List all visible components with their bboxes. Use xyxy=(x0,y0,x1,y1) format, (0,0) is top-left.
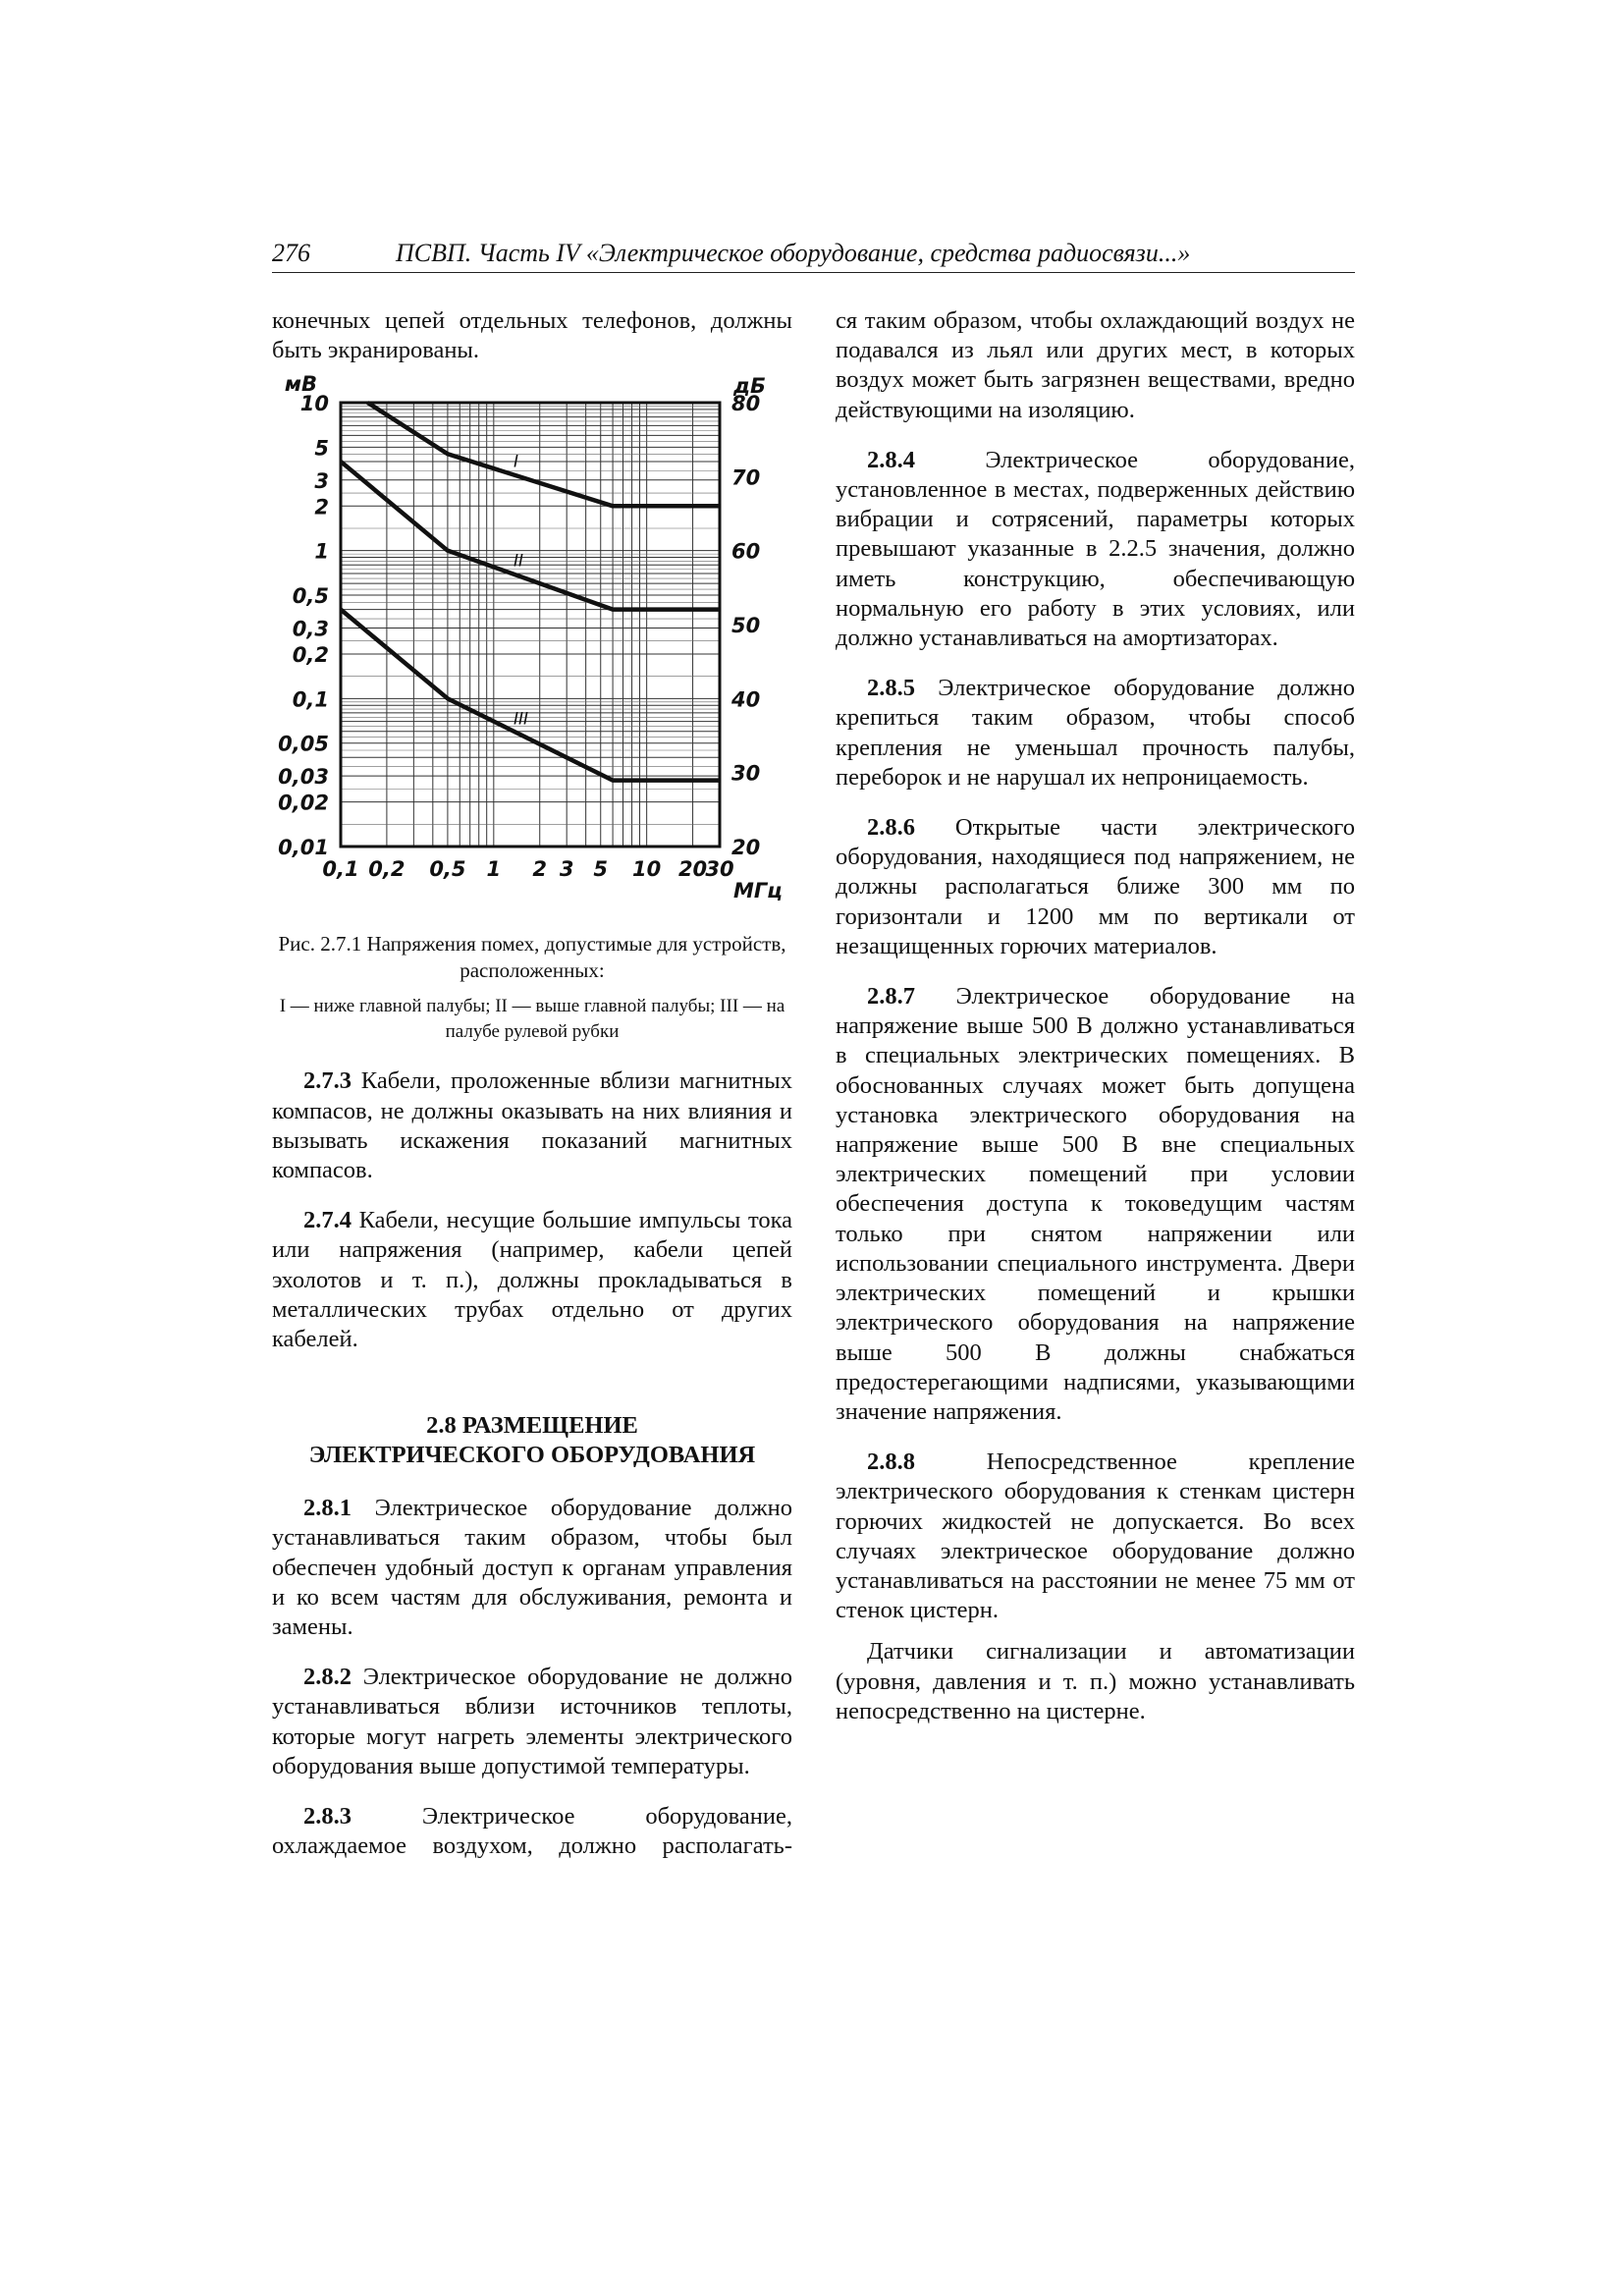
x-tick-label: 3 xyxy=(559,857,574,882)
page-header xyxy=(272,239,1355,273)
y-tick-label: 3 xyxy=(314,469,329,494)
y2-tick-label: 20 xyxy=(731,836,761,860)
left-column xyxy=(272,306,792,1882)
curve-label-II: II xyxy=(514,552,524,573)
y-tick-label: 0,03 xyxy=(278,765,329,790)
y-tick-label: 5 xyxy=(314,436,329,461)
x-tick-label: 5 xyxy=(593,857,609,882)
y2-tick-label: 70 xyxy=(731,465,761,490)
paragraph-2-8-3: 2.8.3 Электрическое оборудование, охлаждаемое воздухом, должно располагать- xyxy=(272,1803,792,1860)
x-tick-label: 0,2 xyxy=(368,857,406,882)
paragraph-2-8-6: 2.8.6 Открытые части электрического оборудования, находящиеся под напряжением, не должны располагаться ближе 300 мм по горизонтали и 1200 мм по вертикали от незащищенных горючих материалов. xyxy=(836,814,1355,959)
y2-tick-label: 50 xyxy=(731,614,761,638)
figure-caption: Рис. 2.7.1 Напряжения помех, допустимые для устройств, расположенных: xyxy=(278,932,786,983)
paragraph-2-8-4: 2.8.4 Электрическое оборудование, установленное в местах, подверженных действию вибрации и сотрясений, параметры которых превышают указанные в 2.2.5 значения, должно иметь конструкцию, обеспечивающую нормальную его работу в этих условиях, или должно устанавливаться на амортизаторах. xyxy=(836,446,1355,652)
y-tick-label: 0,2 xyxy=(292,643,329,668)
curve-III xyxy=(341,610,720,781)
running-title: ПСВП. Часть IV «Электрическое оборудование, средства радиосвязи...» xyxy=(396,239,1191,267)
y-tick-label: 1 xyxy=(314,540,329,565)
paragraph-2-8-3-continued: ся таким образом, чтобы охлаждающий воздух не подавался из льял или других мест, в которых воздух может быть загрязнен веществами, вредно действующими на изоляцию. xyxy=(836,307,1355,423)
x-axis-unit: МГц xyxy=(733,879,783,903)
y2-tick-label: 60 xyxy=(731,540,761,565)
chart-labels xyxy=(278,372,783,902)
section-title-line1: 2.8 РАЗМЕЩЕНИЕ xyxy=(426,1412,638,1440)
y-tick-label: 2 xyxy=(314,495,329,519)
x-tick-label: 30 xyxy=(705,857,734,882)
interference-voltage-chart xyxy=(272,369,792,919)
x-tick-label: 0,1 xyxy=(322,857,359,882)
y-tick-label: 0,01 xyxy=(278,836,329,860)
page-number: 276 xyxy=(272,239,310,267)
y2-axis-unit: дБ xyxy=(733,374,766,399)
y-axis-unit: мВ xyxy=(284,372,317,397)
paragraph-2-8-8: 2.8.8 Непосредственное крепление электрического оборудования к стенкам цистерн горючих жидкостей не допускается. Во всех случаях электрическое оборудование должно устанавливаться на расстоянии не менее 75 мм от стенок цистерн. xyxy=(836,1449,1355,1624)
y2-tick-label: 30 xyxy=(731,762,761,787)
x-tick-label: 1 xyxy=(486,857,502,882)
y-tick-label: 0,5 xyxy=(292,584,329,609)
section-title-line2: ЭЛЕКТРИЧЕСКОГО ОБОРУДОВАНИЯ xyxy=(308,1442,756,1469)
paragraph-2-7-4: 2.7.4 Кабели, несущие большие импульсы тока или напряжения (например, кабели цепей эхолотов и т. п.), должны прокладываться в металлических трубах отдельно от других кабелей. xyxy=(272,1207,792,1353)
y2-tick-label: 80 xyxy=(731,392,761,416)
y-tick-label: 0,05 xyxy=(278,733,329,757)
paragraph-2-8-5: 2.8.5 Электрическое оборудование должно крепиться таким образом, чтобы способ крепления не уменьшал прочность палубы, переборок и не нарушал их непроницаемость. xyxy=(836,675,1355,791)
right-column xyxy=(836,306,1355,1747)
y-tick-label: 0,02 xyxy=(278,792,329,816)
paragraph-sensors: Датчики сигнализации и автоматизации (уровня, давления и т. п.) можно устанавливать непосредственно на цистерне. xyxy=(836,1638,1355,1724)
paragraph-2-8-2: 2.8.2 Электрическое оборудование не должно устанавливаться вблизи источников теплоты, которые могут нагреть элементы электрического оборудования выше допустимой температуры. xyxy=(272,1664,792,1779)
paragraph-2-7-3: 2.7.3 Кабели, проложенные вблизи магнитных компасов, не должны оказывать на них влияния и вызывать искажения показаний магнитных компасов. xyxy=(272,1067,792,1184)
curve-label-I: I xyxy=(514,452,519,472)
x-tick-label: 10 xyxy=(632,857,662,882)
x-tick-label: 0,5 xyxy=(429,857,466,882)
curve-label-III: III xyxy=(514,709,529,730)
paragraph-2-8-1: 2.8.1 Электрическое оборудование должно устанавливаться таким образом, чтобы был обеспечен удобный доступ к органам управления и ко всем частям для обслуживания, ремонта и замены. xyxy=(272,1495,792,1641)
figure-captions xyxy=(272,919,792,1074)
y-tick-label: 0,3 xyxy=(292,617,329,641)
x-tick-label: 2 xyxy=(532,857,548,882)
section-title xyxy=(272,1411,792,1470)
y-tick-label: 10 xyxy=(299,392,329,416)
intro-text: конечных цепей отдельных телефонов, должны быть экранированы. xyxy=(272,307,792,364)
y2-tick-label: 40 xyxy=(731,687,761,712)
figure-2-7-1 xyxy=(272,369,792,1043)
curve-II xyxy=(341,462,720,610)
x-tick-label: 20 xyxy=(677,857,708,882)
paragraph-2-8-7: 2.8.7 Электрическое оборудование на напряжение выше 500 В должно устанавливаться в специальных электрических помещениях. В обоснованных случаях может быть допущена установка электрического оборудования на напряжение выше 500 В вне специальных электрических помещений при условии обеспечения доступа к токоведущим частям только при снятом напряжении или использовании специального инструмента. Двери электрических помещений и крышки электрического оборудования на напряжение выше 500 В должны снабжаться предостерегающими надписями, указывающими значение напряжения. xyxy=(836,983,1355,1425)
figure-note: I — ниже главной палубы; II — выше главной палубы; III — на палубе рулевой рубки xyxy=(279,996,785,1043)
chart-curves xyxy=(341,403,720,781)
y-tick-label: 0,1 xyxy=(292,687,329,712)
